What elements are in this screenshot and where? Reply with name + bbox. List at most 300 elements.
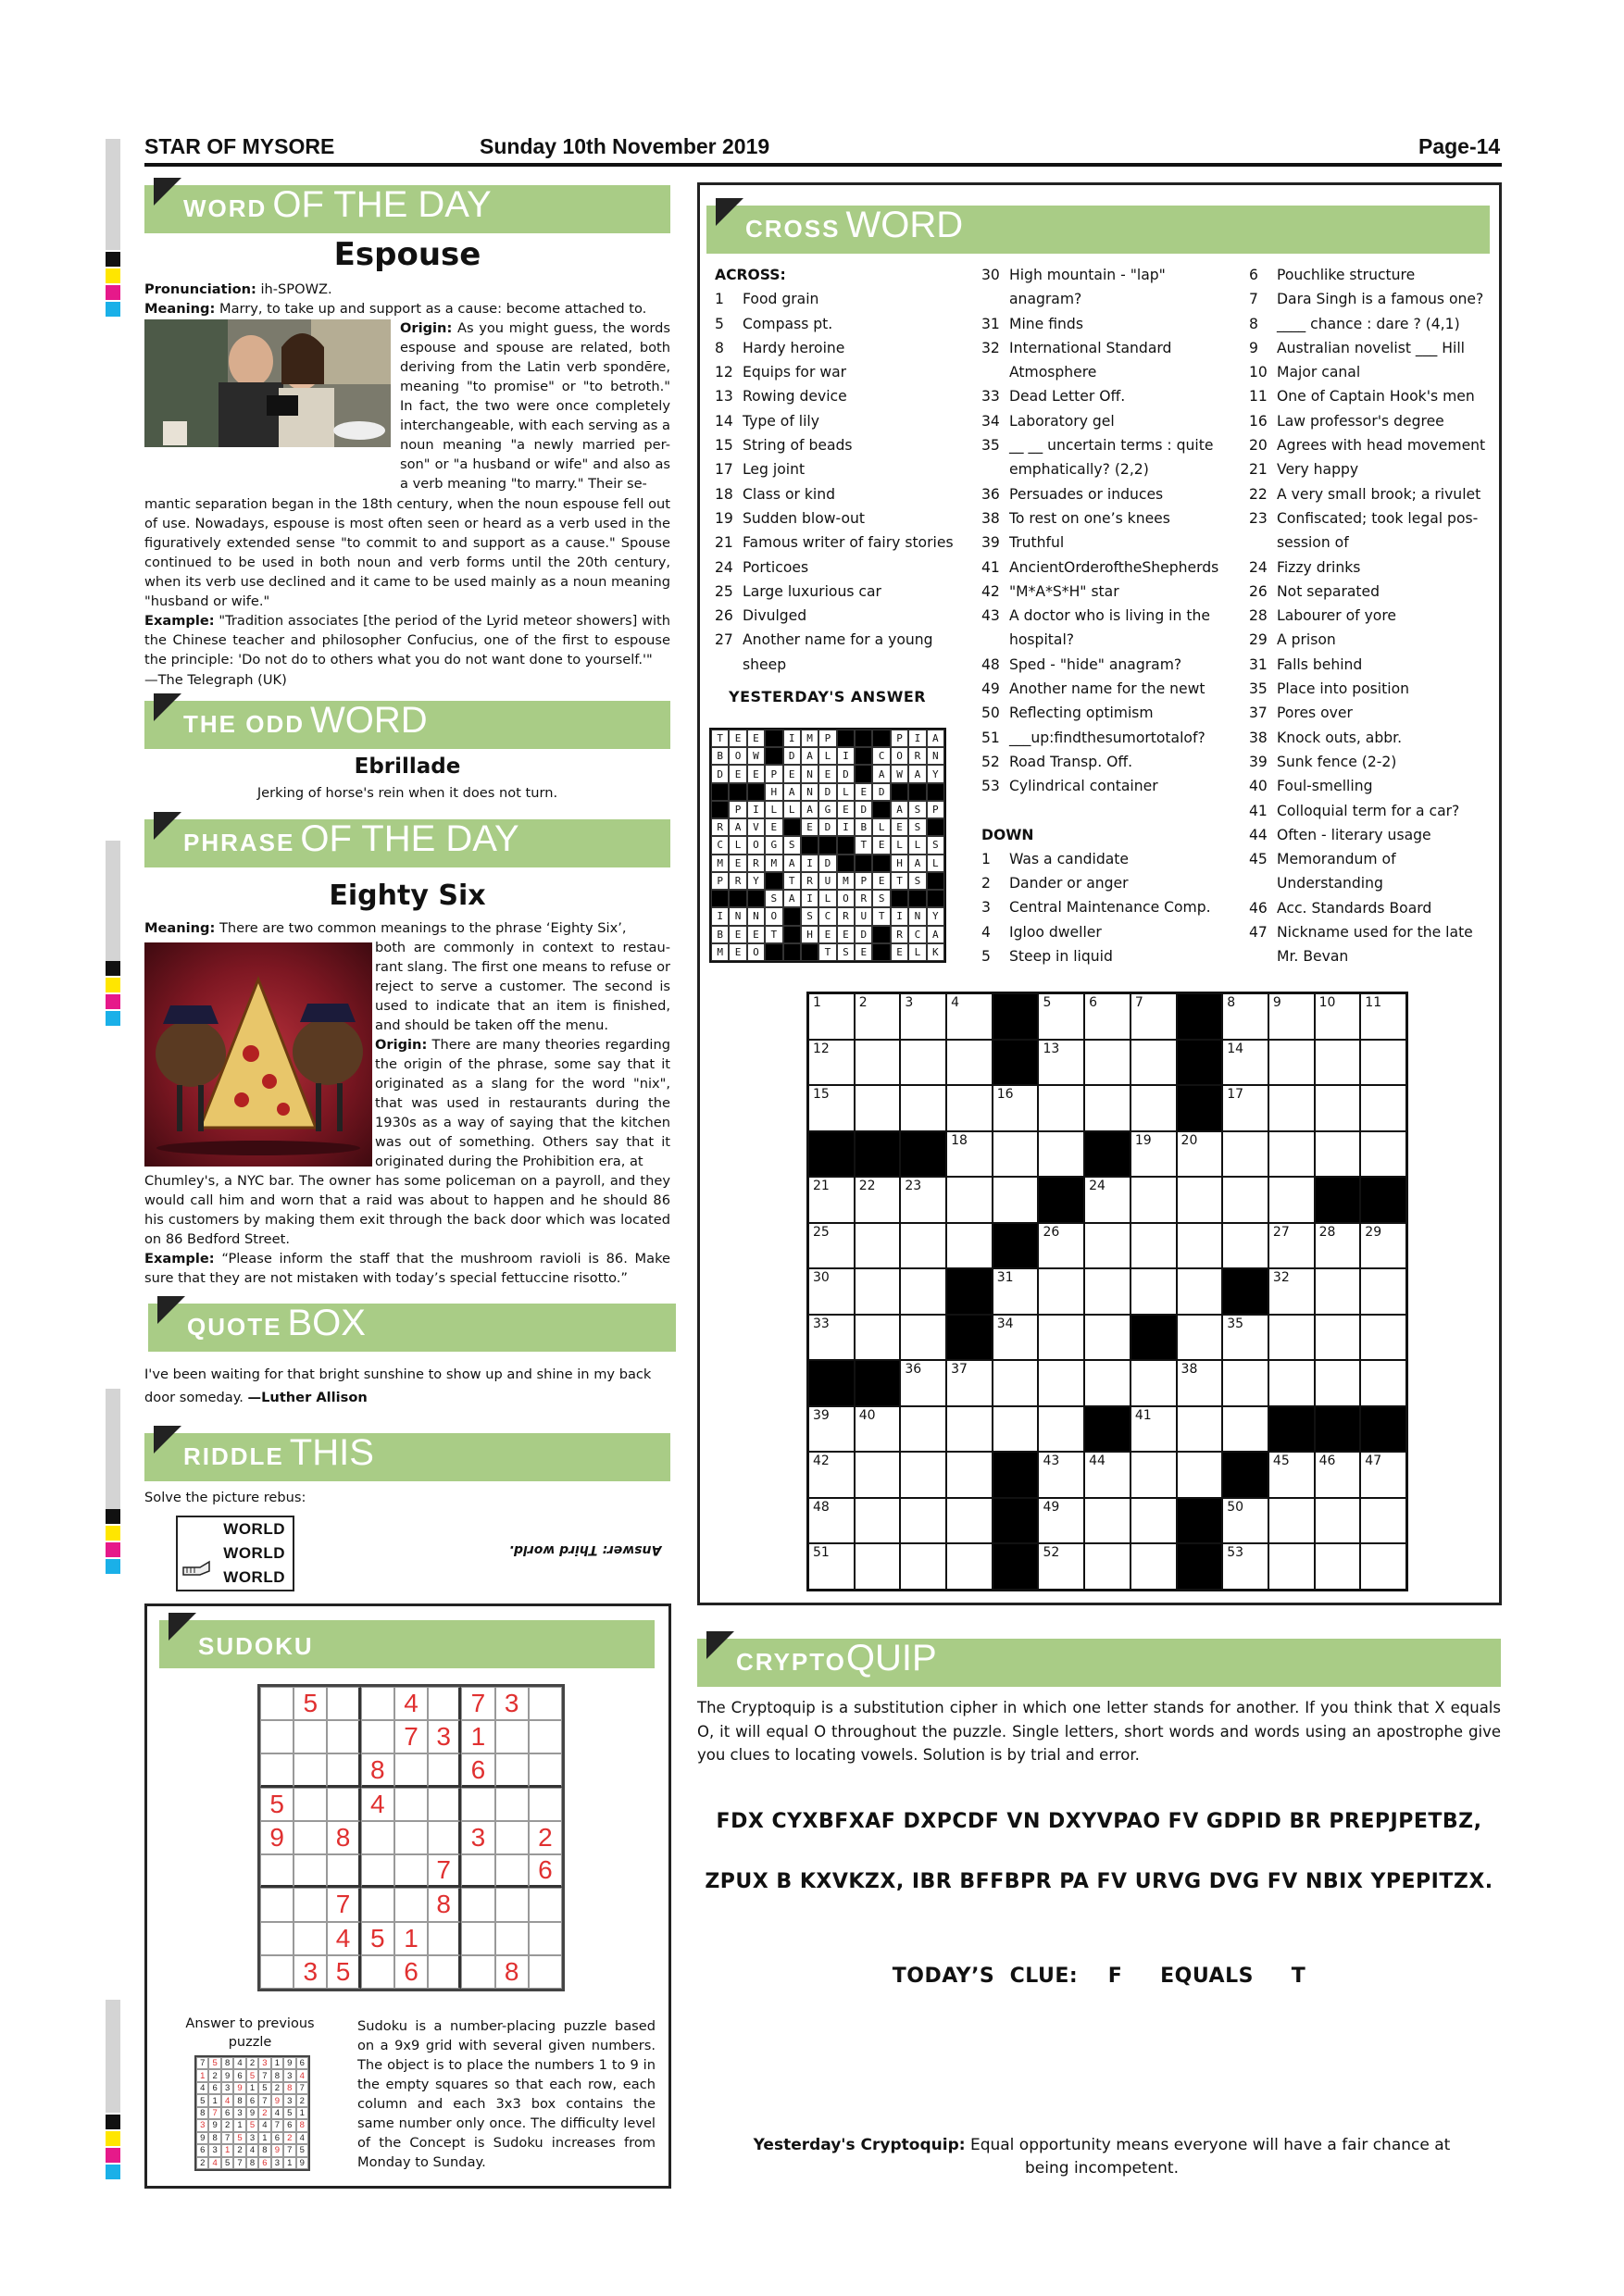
- crossword-cell[interactable]: [1222, 1315, 1268, 1361]
- clue-number: 38: [981, 509, 1000, 527]
- crossword-cell[interactable]: [1038, 1360, 1084, 1406]
- sudoku-cell[interactable]: [260, 1888, 294, 1921]
- clue-item: [715, 360, 965, 384]
- crossword-cell[interactable]: [808, 1406, 855, 1453]
- crossword-cell[interactable]: [1084, 1177, 1131, 1223]
- sudoku-cell[interactable]: [260, 1854, 294, 1888]
- crossword-cell[interactable]: [900, 1315, 946, 1361]
- sudoku-cell[interactable]: [327, 1854, 360, 1888]
- crossword-cell[interactable]: [808, 1315, 855, 1361]
- crossword-cell[interactable]: [1360, 1085, 1406, 1131]
- answer-black-cell: [837, 855, 855, 872]
- crossword-cell[interactable]: [1131, 1406, 1177, 1453]
- clue-text: ____ chance : dare ? (4,1): [1277, 315, 1460, 332]
- crossword-cell[interactable]: [900, 1498, 946, 1544]
- crossword-cell[interactable]: [1038, 993, 1084, 1040]
- sudoku-answer-cell: 6: [208, 2082, 220, 2094]
- crossword-cell[interactable]: [946, 1085, 993, 1131]
- picture-rebus: [176, 1516, 294, 1591]
- answer-cell: A: [783, 855, 801, 872]
- crossword-cell[interactable]: [1268, 1543, 1315, 1590]
- print-mark: [106, 2165, 120, 2179]
- crossword-cell[interactable]: [1131, 1452, 1177, 1498]
- sudoku-cell: 3: [461, 1821, 494, 1854]
- crossword-cell[interactable]: [1315, 1543, 1361, 1590]
- clue-item: [715, 482, 965, 506]
- answer-cell: A: [927, 926, 944, 943]
- crossword-cell[interactable]: [1084, 1223, 1131, 1269]
- crossword-cell[interactable]: [946, 1131, 993, 1178]
- crossword-cell[interactable]: [1084, 993, 1131, 1040]
- sudoku-cell[interactable]: [428, 1955, 461, 1989]
- crossword-cell[interactable]: [1131, 1085, 1177, 1131]
- sudoku-cell[interactable]: [361, 1854, 394, 1888]
- crossword-cell[interactable]: [1268, 1131, 1315, 1178]
- crossword-cell[interactable]: [900, 1040, 946, 1086]
- crossword-cell[interactable]: [1038, 1543, 1084, 1590]
- crossword-cell[interactable]: [946, 1452, 993, 1498]
- crossword-cell[interactable]: [1268, 1498, 1315, 1544]
- sudoku-cell[interactable]: [394, 1821, 428, 1854]
- crossword-cell[interactable]: [855, 1040, 901, 1086]
- sudoku-cell[interactable]: [428, 1753, 461, 1787]
- crossword-cell[interactable]: [1360, 1315, 1406, 1361]
- crossword-cell[interactable]: [993, 1177, 1039, 1223]
- crossword-cell[interactable]: [1177, 1177, 1223, 1223]
- sudoku-answer-cell: 7: [208, 2107, 220, 2119]
- crossword-cell[interactable]: [1268, 1268, 1315, 1315]
- sudoku-cell[interactable]: [294, 1888, 327, 1921]
- crossword-cell[interactable]: [1222, 1085, 1268, 1131]
- crossword-cell[interactable]: [900, 1406, 946, 1453]
- crossword-cell-number: 27: [1272, 1224, 1290, 1240]
- riddle-banner: [144, 1433, 670, 1481]
- crossword-cell[interactable]: [1084, 1360, 1131, 1406]
- answer-cell: N: [801, 783, 818, 801]
- crossword-cell[interactable]: [993, 1406, 1039, 1453]
- sudoku-cell: 4: [327, 1922, 360, 1955]
- sudoku-cell[interactable]: [495, 1821, 529, 1854]
- clue-text: To rest on one’s knees: [1009, 509, 1170, 527]
- sudoku-answer-cell: 3: [283, 2069, 295, 2081]
- crossword-cell[interactable]: [993, 1085, 1039, 1131]
- crossword-cell[interactable]: [808, 1085, 855, 1131]
- sudoku-cell[interactable]: [461, 1922, 494, 1955]
- crossword-cell[interactable]: [1084, 1085, 1131, 1131]
- crossword-cell[interactable]: [1268, 1360, 1315, 1406]
- crossword-cell[interactable]: [1315, 1360, 1361, 1406]
- crossword-black-cell: [900, 1131, 946, 1178]
- answer-cell: S: [872, 890, 890, 907]
- sudoku-cell[interactable]: [294, 1922, 327, 1955]
- answer-cell: D: [818, 783, 836, 801]
- answer-cell: P: [729, 801, 746, 818]
- crossword-cell[interactable]: [1038, 1131, 1084, 1178]
- answer-cell: A: [801, 747, 818, 765]
- sudoku-cell[interactable]: [461, 1788, 494, 1821]
- crossword-cell[interactable]: [900, 1085, 946, 1131]
- banner-large-text: BOX: [287, 1303, 366, 1343]
- sudoku-cell[interactable]: [327, 1753, 360, 1787]
- print-mark: [106, 994, 120, 1009]
- crossword-cell[interactable]: [855, 1085, 901, 1131]
- sudoku-answer-cell: 4: [233, 2057, 245, 2069]
- crossword-cell[interactable]: [900, 1452, 946, 1498]
- sudoku-cell[interactable]: [260, 1955, 294, 1989]
- sudoku-cell[interactable]: [327, 1720, 360, 1753]
- sudoku-cell[interactable]: [394, 1854, 428, 1888]
- crossword-cell[interactable]: [1268, 1223, 1315, 1269]
- answer-cell: S: [927, 836, 944, 854]
- answer-cell: E: [729, 943, 746, 961]
- crossword-cell[interactable]: [1360, 1223, 1406, 1269]
- crossword-cell[interactable]: [855, 1406, 901, 1453]
- crossword-cell[interactable]: [1038, 1085, 1084, 1131]
- crossword-grid[interactable]: [806, 992, 1408, 1591]
- sudoku-cell[interactable]: [327, 1788, 360, 1821]
- sudoku-cell[interactable]: [529, 1922, 562, 1955]
- crossword-black-cell: [1131, 1315, 1177, 1361]
- crossword-cell[interactable]: [1177, 1223, 1223, 1269]
- sudoku-cell[interactable]: [495, 1753, 529, 1787]
- sudoku-cell[interactable]: [260, 1753, 294, 1787]
- print-mark: [106, 268, 120, 283]
- crossword-cell[interactable]: [808, 1177, 855, 1223]
- crossword-cell[interactable]: [1131, 993, 1177, 1040]
- sudoku-cell[interactable]: [361, 1720, 394, 1753]
- sudoku-cell[interactable]: [461, 1955, 494, 1989]
- sudoku-answer-cell: 4: [296, 2069, 308, 2081]
- sudoku-answer-cell: 3: [221, 2082, 233, 2094]
- clue-item: [1249, 530, 1493, 555]
- sudoku-cell[interactable]: [294, 1854, 327, 1888]
- crossword-cell[interactable]: [1222, 1360, 1268, 1406]
- crossword-cell[interactable]: [808, 1223, 855, 1269]
- sudoku-cell[interactable]: [495, 1854, 529, 1888]
- crossword-cell[interactable]: [1360, 1131, 1406, 1178]
- crossword-cell[interactable]: [1177, 1268, 1223, 1315]
- crossword-cell[interactable]: [946, 1177, 993, 1223]
- crossword-cell[interactable]: [1131, 1268, 1177, 1315]
- crossword-cell[interactable]: [1268, 1452, 1315, 1498]
- clue-text: High mountain - "lap": [1009, 267, 1166, 283]
- sudoku-cell: 2: [529, 1821, 562, 1854]
- crossword-cell[interactable]: [1038, 1223, 1084, 1269]
- crossword-cell[interactable]: [1131, 1498, 1177, 1544]
- banner-corner-icon: [154, 812, 181, 840]
- phrase-of-day-banner: [144, 819, 670, 867]
- crossword-cell[interactable]: [1131, 1131, 1177, 1178]
- crossword-cell[interactable]: [1315, 1040, 1361, 1086]
- sudoku-cell[interactable]: [361, 1955, 394, 1989]
- crossword-cell[interactable]: [1315, 993, 1361, 1040]
- sudoku-cell[interactable]: [428, 1788, 461, 1821]
- crossword-cell[interactable]: [808, 1543, 855, 1590]
- crossword-cell[interactable]: [1360, 1360, 1406, 1406]
- answer-cell: E: [855, 783, 872, 801]
- crossword-cell-number: 34: [996, 1316, 1014, 1331]
- crossword-cell[interactable]: [993, 1131, 1039, 1178]
- crossword-cell[interactable]: [946, 993, 993, 1040]
- answer-cell: R: [729, 872, 746, 890]
- answer-cell: E: [765, 818, 782, 836]
- clue-number: 31: [1249, 655, 1268, 673]
- crossword-cell[interactable]: [1268, 1315, 1315, 1361]
- sudoku-cell[interactable]: [428, 1821, 461, 1854]
- crossword-cell[interactable]: [1222, 1223, 1268, 1269]
- answer-black-cell: [765, 872, 782, 890]
- crossword-cell[interactable]: [808, 993, 855, 1040]
- crossword-cell-number: 51: [813, 1545, 830, 1561]
- clue-text: Nickname used for the late: [1277, 924, 1473, 942]
- phrase-meaning-cont: both are commonly in context to restau-rant slang. The first one means to refuse or reject to serve a customer. The second is used to indicate that an item is finished, and should be taken off the menu.: [375, 940, 670, 1033]
- crossword-cell[interactable]: [1038, 1406, 1084, 1453]
- crossword-cell[interactable]: [855, 1223, 901, 1269]
- crossword-cell[interactable]: [900, 1543, 946, 1590]
- crossword-cell[interactable]: [855, 1543, 901, 1590]
- sudoku-cell[interactable]: [294, 1821, 327, 1854]
- crossword-cell[interactable]: [1315, 1452, 1361, 1498]
- crossword-cell[interactable]: [1315, 1223, 1361, 1269]
- crossword-cell[interactable]: [1177, 1406, 1223, 1453]
- yesterday-answer-label: YESTERDAY'S ANSWER: [729, 688, 927, 705]
- crossword-cell[interactable]: [946, 1360, 993, 1406]
- crossword-cell[interactable]: [993, 1268, 1039, 1315]
- crossword-cell[interactable]: [1177, 1131, 1223, 1178]
- crossword-cell[interactable]: [1038, 1268, 1084, 1315]
- word-of-day-origin-cont: mantic separation began in the 18th century, when the noun espouse fell out of use. Nowadays, espouse is most often seen or heard as a verb used in the figuratively extended sense "to commit to and support as a cause." Spouse continued to be used in both noun and verb forms until the 20th century, when its verb use declined and it came to be used mainly as a noun meaning "husband or wife.": [144, 496, 670, 609]
- clue-number: 9: [1249, 339, 1258, 356]
- answer-cell: I: [837, 747, 855, 765]
- sudoku-cell[interactable]: [361, 1687, 394, 1720]
- crossword-cell[interactable]: [1268, 1085, 1315, 1131]
- clue-item: [981, 506, 1231, 530]
- answer-cell: E: [891, 943, 908, 961]
- crossword-cell[interactable]: [1315, 1498, 1361, 1544]
- crossword-cell[interactable]: [900, 1268, 946, 1315]
- answer-cell: I: [801, 890, 818, 907]
- sudoku-cell[interactable]: [529, 1753, 562, 1787]
- crossword-cell[interactable]: [1360, 1268, 1406, 1315]
- crossword-cell[interactable]: [993, 1360, 1039, 1406]
- sudoku-answer-cell: 5: [283, 2107, 295, 2119]
- crossword-cell[interactable]: [808, 1498, 855, 1544]
- crossword-cell[interactable]: [1038, 1498, 1084, 1544]
- crossword-cell[interactable]: [1038, 1040, 1084, 1086]
- crossword-cell[interactable]: [900, 1177, 946, 1223]
- sudoku-answer-cell: 4: [221, 2094, 233, 2106]
- sudoku-cell[interactable]: [428, 1687, 461, 1720]
- sudoku-cell[interactable]: [394, 1753, 428, 1787]
- crossword-cell[interactable]: [946, 1223, 993, 1269]
- crossword-cell-number: 5: [1043, 995, 1052, 1010]
- crossword-cell[interactable]: [1131, 1543, 1177, 1590]
- clue-item: [1249, 482, 1493, 506]
- sudoku-cell[interactable]: [394, 1888, 428, 1921]
- crossword-cell[interactable]: [1222, 1131, 1268, 1178]
- crossword-cell[interactable]: [1131, 1360, 1177, 1406]
- sudoku-cell: 7: [394, 1720, 428, 1753]
- answer-black-cell: [711, 783, 729, 801]
- crossword-cell[interactable]: [1360, 1452, 1406, 1498]
- crossword-cell[interactable]: [1084, 1498, 1131, 1544]
- crossword-cell[interactable]: [1131, 1040, 1177, 1086]
- crossword-black-cell: [946, 1315, 993, 1361]
- crossword-cell[interactable]: [946, 1040, 993, 1086]
- answer-cell: T: [783, 872, 801, 890]
- crossword-cell[interactable]: [900, 1223, 946, 1269]
- crossword-cell[interactable]: [1084, 1315, 1131, 1361]
- crossword-cell-number: 10: [1318, 995, 1336, 1010]
- banner-corner-icon: [154, 178, 181, 206]
- crossword-cell[interactable]: [1222, 1406, 1268, 1453]
- crossword-cell[interactable]: [855, 993, 901, 1040]
- crossword-cell[interactable]: [1038, 1315, 1084, 1361]
- answer-cell: P: [927, 801, 944, 818]
- sudoku-cell: 1: [394, 1922, 428, 1955]
- crossword-cell[interactable]: [808, 1452, 855, 1498]
- sudoku-cell[interactable]: [394, 1788, 428, 1821]
- sudoku-cell[interactable]: [529, 1955, 562, 1989]
- crossword-cell[interactable]: [1177, 1315, 1223, 1361]
- sudoku-answer-cell: 2: [296, 2094, 308, 2106]
- crossword-cell[interactable]: [900, 1360, 946, 1406]
- clue-number: 18: [715, 485, 733, 503]
- crossword-cell[interactable]: [993, 1315, 1039, 1361]
- crossword-cell[interactable]: [1177, 1360, 1223, 1406]
- crossword-cell[interactable]: [1131, 1223, 1177, 1269]
- crossword-black-cell: [1084, 1406, 1131, 1453]
- crossword-cell[interactable]: [1315, 1315, 1361, 1361]
- crossword-cell[interactable]: [1177, 1452, 1223, 1498]
- sudoku-answer-cell: 9: [208, 2119, 220, 2131]
- sudoku-cell[interactable]: [260, 1687, 294, 1720]
- sudoku-cell[interactable]: [529, 1687, 562, 1720]
- sudoku-cell[interactable]: [529, 1888, 562, 1921]
- sudoku-cell[interactable]: [529, 1720, 562, 1753]
- answer-black-cell: [927, 783, 944, 801]
- sudoku-cell[interactable]: [495, 1922, 529, 1955]
- crossword-cell[interactable]: [1360, 1543, 1406, 1590]
- crossword-black-cell: [1222, 1268, 1268, 1315]
- crossword-cell[interactable]: [1222, 993, 1268, 1040]
- sudoku-cell[interactable]: [361, 1821, 394, 1854]
- clue-number: 24: [715, 558, 733, 576]
- clue-text: Laboratory gel: [1009, 412, 1115, 430]
- answer-cell: M: [711, 855, 729, 872]
- crossword-black-cell: [1315, 1177, 1361, 1223]
- crossword-cell[interactable]: [1084, 1452, 1131, 1498]
- crossword-cell[interactable]: [1315, 1085, 1361, 1131]
- sudoku-answer-cell: 6: [246, 2094, 258, 2106]
- crossword-cell[interactable]: [1315, 1131, 1361, 1178]
- crossword-cell[interactable]: [946, 1498, 993, 1544]
- sudoku-cell[interactable]: [294, 1788, 327, 1821]
- sudoku-cell[interactable]: [327, 1687, 360, 1720]
- clue-text: Another name for the newt: [1009, 680, 1206, 698]
- sudoku-grid[interactable]: [257, 1684, 565, 1991]
- answer-cell: M: [837, 872, 855, 890]
- crossword-cell[interactable]: [1360, 1498, 1406, 1544]
- crossword-cell[interactable]: [1222, 1177, 1268, 1223]
- crossword-cell[interactable]: [1360, 993, 1406, 1040]
- sudoku-previous-answer-grid: [194, 2055, 310, 2171]
- clue-list: [981, 847, 1231, 968]
- crossword-cell-number: 38: [1181, 1362, 1198, 1378]
- crossword-cell[interactable]: [1268, 1177, 1315, 1223]
- sudoku-cell[interactable]: [495, 1888, 529, 1921]
- sudoku-cell[interactable]: [461, 1888, 494, 1921]
- sudoku-answer-cell: 7: [233, 2157, 245, 2169]
- crossword-cell[interactable]: [1131, 1177, 1177, 1223]
- sudoku-answer-cell: 4: [271, 2107, 283, 2119]
- banner-small-text: CRYPTO: [736, 1648, 846, 1676]
- clue-text: Foul-smelling: [1277, 778, 1373, 795]
- crossword-cell[interactable]: [855, 1268, 901, 1315]
- crossword-cell[interactable]: [900, 993, 946, 1040]
- crossword-cell[interactable]: [855, 1177, 901, 1223]
- sudoku-cell[interactable]: [495, 1720, 529, 1753]
- sudoku-cell[interactable]: [495, 1788, 529, 1821]
- sudoku-answer-cell: 2: [258, 2107, 270, 2119]
- crossword-cell[interactable]: [855, 1315, 901, 1361]
- sudoku-answer-cell: 4: [208, 2157, 220, 2169]
- crossword-black-cell: [1038, 1177, 1084, 1223]
- clue-number: 1: [981, 850, 991, 867]
- quote-text: I've been waiting for that bright sunshine to show up and shine in my back door someday. —Luther Allison: [144, 1366, 652, 1405]
- sudoku-cell: 9: [260, 1821, 294, 1854]
- answer-cell: N: [801, 765, 818, 782]
- crossword-cell[interactable]: [808, 1268, 855, 1315]
- answer-cell: A: [908, 855, 926, 872]
- crossword-cell[interactable]: [946, 1406, 993, 1453]
- crossword-cell[interactable]: [1222, 1543, 1268, 1590]
- clue-text: Major canal: [1277, 364, 1361, 381]
- answer-cell: R: [747, 855, 765, 872]
- crossword-cell[interactable]: [1315, 1268, 1361, 1315]
- clue-item: [715, 580, 965, 604]
- sudoku-cell[interactable]: [260, 1922, 294, 1955]
- crossword-cell[interactable]: [1084, 1268, 1131, 1315]
- answer-cell: A: [891, 801, 908, 818]
- crossword-cell[interactable]: [855, 1452, 901, 1498]
- sudoku-cell[interactable]: [461, 1854, 494, 1888]
- clue-number: 30: [981, 267, 1000, 283]
- sudoku-cell[interactable]: [529, 1788, 562, 1821]
- quote-author: —Luther Allison: [247, 1390, 368, 1405]
- crossword-cell[interactable]: [855, 1498, 901, 1544]
- sudoku-cell[interactable]: [294, 1720, 327, 1753]
- crossword-cell[interactable]: [1268, 1040, 1315, 1086]
- crossword-cell[interactable]: [1038, 1452, 1084, 1498]
- crossword-cell[interactable]: [1360, 1040, 1406, 1086]
- sudoku-cell[interactable]: [260, 1720, 294, 1753]
- crossword-cell[interactable]: [1222, 1498, 1268, 1544]
- crossword-cell[interactable]: [1084, 1040, 1131, 1086]
- crossword-cell[interactable]: [1268, 993, 1315, 1040]
- crossword-cell[interactable]: [1222, 1040, 1268, 1086]
- clue-number: 39: [1249, 753, 1268, 770]
- sudoku-answer-cell: 6: [196, 2144, 208, 2156]
- answer-cell: E: [837, 801, 855, 818]
- crossword-cell[interactable]: [946, 1543, 993, 1590]
- sudoku-cell[interactable]: [428, 1922, 461, 1955]
- crossword-cell[interactable]: [1084, 1543, 1131, 1590]
- clue-text: Knock outs, abbr.: [1277, 729, 1403, 746]
- sudoku-cell[interactable]: [361, 1888, 394, 1921]
- sudoku-cell[interactable]: [294, 1753, 327, 1787]
- crossword-cell[interactable]: [808, 1040, 855, 1086]
